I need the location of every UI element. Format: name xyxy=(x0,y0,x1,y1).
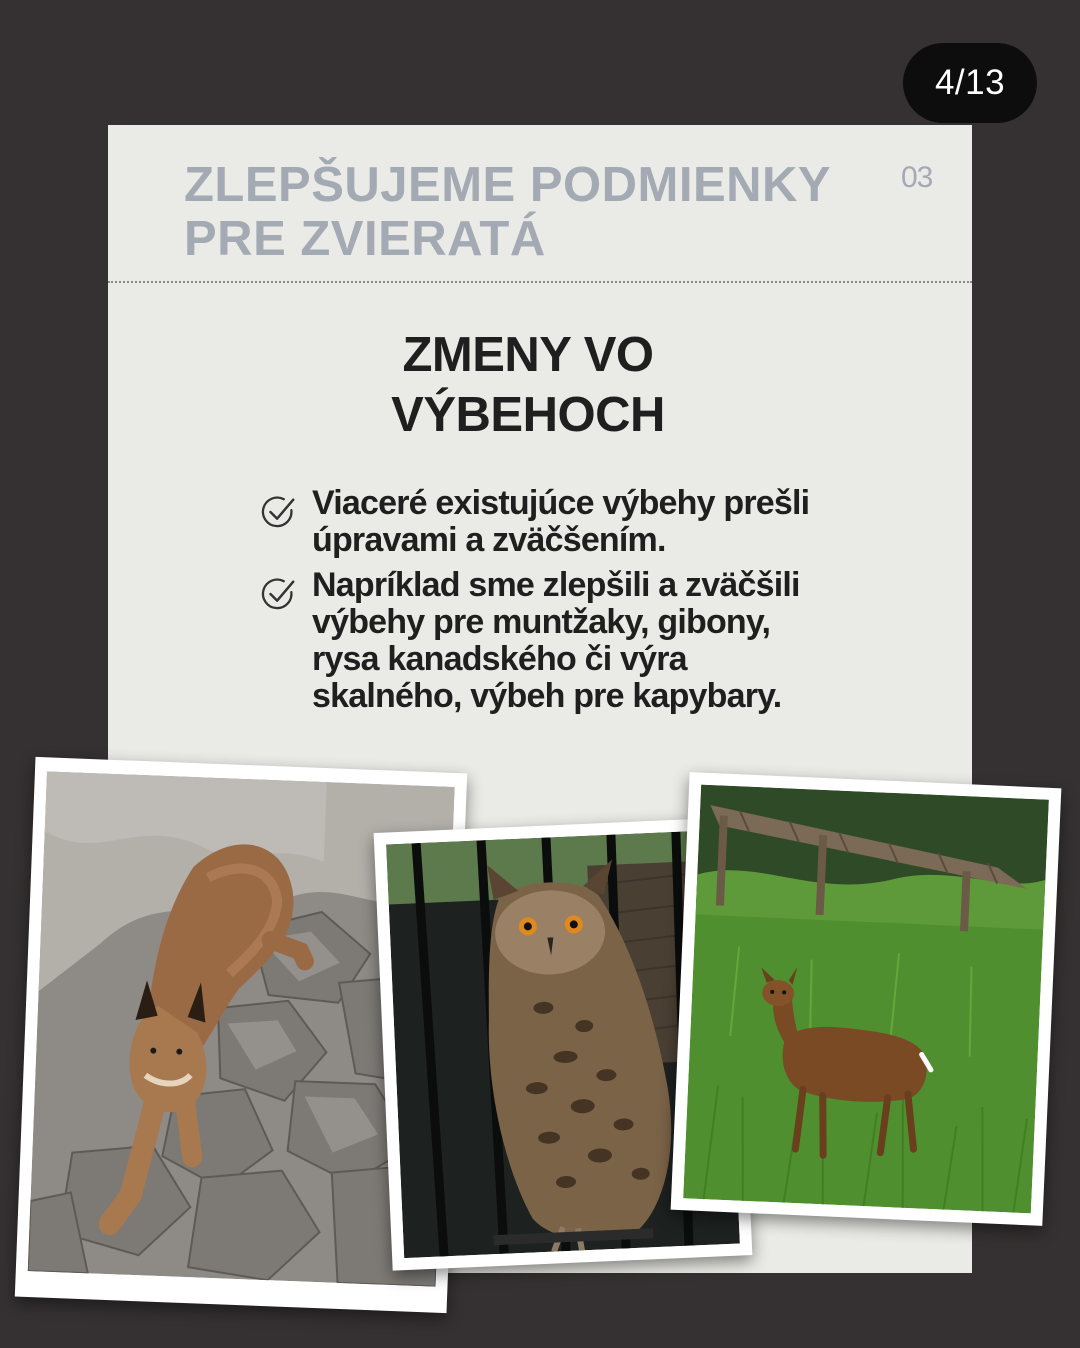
bullet-item xyxy=(258,485,818,559)
story-counter-text: 4/13 xyxy=(934,63,1006,102)
dotted-divider xyxy=(108,281,972,283)
check-circle-icon xyxy=(260,575,298,613)
bullet-text: Napríklad sme zlepšili a zväčšili výbehy pre muntžaky, gibony, rysa kanadského či výra skalného, výbeh pre kapybary. xyxy=(312,566,800,715)
section-title-line-1: ZMENY VO xyxy=(402,328,654,382)
photo-muntjac xyxy=(671,772,1062,1226)
section-title xyxy=(268,325,788,445)
check-circle-icon xyxy=(260,493,298,531)
bullet-list xyxy=(258,485,818,723)
section-title-line-2: VÝBEHOCH xyxy=(391,388,665,442)
bullet-item xyxy=(258,567,818,715)
headline-line-2: PRE ZVIERATÁ xyxy=(184,212,546,266)
bullet-text: Viaceré existujúce výbehy prešli úpravami a zväčšením. xyxy=(312,484,810,559)
story-counter-badge xyxy=(903,43,1037,123)
slide-headline xyxy=(184,158,884,266)
muntjac-photo-illustration xyxy=(683,785,1049,1214)
slide-number: 03 xyxy=(901,161,933,194)
headline-line-1: ZLEPŠUJEME PODMIENKY xyxy=(184,158,832,212)
